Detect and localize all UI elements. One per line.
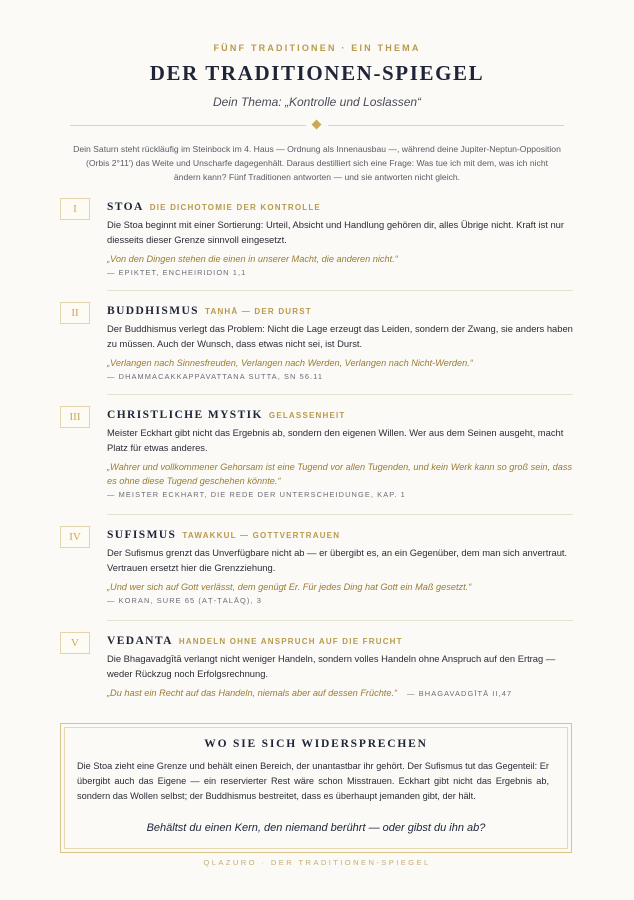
section-quote: „Von den Dingen stehen die einen in unserer Macht, die anderen nicht.“ <box>107 254 398 264</box>
footer: QLAZURO · DER TRADITIONEN-SPIEGEL <box>203 858 431 867</box>
section-name: STOA <box>107 201 144 213</box>
section-numeral: IV <box>60 526 90 548</box>
section-source: — BHAGAVADGĪTĀ II,47 <box>407 689 513 698</box>
section-heading <box>107 632 573 648</box>
contradiction-title: WO SIE SICH WIDERSPRECHEN <box>204 738 428 750</box>
page-subtitle: Dein Thema: „Kontrolle und Loslassen“ <box>212 95 422 109</box>
section-source: — KORAN, SURE 65 (AṬ-ṬALĀQ), 3 <box>107 596 262 605</box>
section-numeral: II <box>60 302 90 324</box>
section-text: Die Bhagavadgītā verlangt nicht weniger Handeln, sondern volles Handeln ohne Anspruch auf den Ertrag — weder Rückzug noch Erfolgsrechnung. <box>107 653 556 679</box>
section-subtitle: HANDELN OHNE ANSPRUCH AUF DIE FRUCHT <box>178 637 403 646</box>
section-quote: „Wahrer und vollkommener Gehorsam ist eine Tugend vor allen Tugenden, und kein Werk kann so groß sein, dass es ohne diese Tugend geschehen könnte.“ <box>107 462 573 486</box>
divider-right <box>328 125 564 126</box>
section-subtitle: DIE DICHOTOMIE DER KONTROLLE <box>149 203 321 212</box>
overline: FÜNF TRADITIONEN · EIN THEMA <box>213 43 421 53</box>
section-subtitle: GELASSENHEIT <box>268 411 346 420</box>
section-numeral: I <box>60 198 90 220</box>
contradiction-question: Behältst du einen Kern, den niemand berührt — oder gibst du ihn ab? <box>146 822 486 834</box>
section-rule <box>107 514 573 515</box>
divider-left <box>70 125 306 126</box>
section-text: Meister Eckhart gibt nicht das Ergebnis ab, sondern den eigenen Willen. Wer aus dem Seinen ausgeht, macht Platz für etwas anderes. <box>107 427 564 453</box>
section-rule <box>107 394 573 395</box>
section-name: SUFISMUS <box>107 529 177 541</box>
section-text: Die Stoa beginnt mit einer Sortierung: Urteil, Absicht und Handlung gehören dir, alles Übrige nicht. Kraft ist nur diesseits dieser Grenze sinnvoll eingesetzt. <box>107 219 565 245</box>
section-source: — MEISTER ECKHART, DIE REDE DER UNTERSCHEIDUNGE, KAP. 1 <box>107 490 406 499</box>
section-source: — EPIKTET, ENCHEIRIDION 1,1 <box>107 268 247 277</box>
section-heading <box>107 198 573 214</box>
section-rule <box>107 290 573 291</box>
section-source: — DHAMMACAKKAPPAVATTANA SUTTA, SN 56.11 <box>107 372 324 381</box>
section-rule <box>107 620 573 621</box>
diamond-ornament-icon <box>312 120 322 130</box>
section-heading <box>107 406 573 422</box>
section-name: VEDANTA <box>107 635 173 647</box>
section-quote: „Verlangen nach Sinnesfreuden, Verlangen nach Werden, Verlangen nach Nicht-Werden.“ <box>107 358 473 368</box>
section-quote-text: „Du hast ein Recht auf das Handeln, niemals aber auf dessen Früchte.“ <box>107 688 398 698</box>
section-subtitle: TAWAKKUL — GOTTVERTRAUEN <box>182 531 341 540</box>
section-numeral: V <box>60 632 90 654</box>
intro-text: Dein Saturn steht rückläufig im Steinbock im 4. Haus — Ordnung als Innenausbau —, während deine Jupiter-Neptun-Opposition (Orbis 2°11′) das Weite und Unscharfe dagegenhält. Daraus destilliert sich eine Frage: Was tue ich mit dem, was ich nicht ändern kann? Fünf Traditionen antworten — und sie antworten nicht gleich. <box>73 144 561 182</box>
section-name: BUDDHISMUS <box>107 305 199 317</box>
contradiction-box <box>60 723 572 853</box>
section-subtitle: TAṆHĀ — DER DURST <box>204 307 312 316</box>
page-title: DER TRADITIONEN-SPIEGEL <box>149 61 485 85</box>
section-name: CHRISTLICHE MYSTIK <box>107 409 263 421</box>
section-heading <box>107 302 573 318</box>
section-heading <box>107 526 573 542</box>
section-quote <box>107 686 573 701</box>
contradiction-text: Die Stoa zieht eine Grenze und behält einen Bereich, der unantastbar ihr gehört. Der Sufismus tut das Gegenteil: Er übergibt auch das Eigene — ein reservierter Rest wäre schon Misstrauen. Eckhart gibt nicht das Ergebnis ab, sondern das Wollen selbst; der Buddhismus bestreitet, dass es überhaupt jemanden gibt, der hält. <box>77 761 549 801</box>
section-text: Der Sufismus grenzt das Unverfügbare nicht ab — er übergibt es, an ein Gegenüber, dem man sich anvertraut. Vertrauen ersetzt hier die Grenzziehung. <box>107 547 568 573</box>
section-numeral: III <box>60 406 90 428</box>
section-quote: „Und wer sich auf Gott verlässt, dem genügt Er. Für jedes Ding hat Gott ein Maß gesetzt.“ <box>107 582 472 592</box>
section-text: Der Buddhismus verlegt das Problem: Nicht die Lage erzeugt das Leiden, sondern der Zwang, sie anders haben zu müssen. Auch der Wunsch, dass etwas nicht sei, ist Durst. <box>107 323 573 349</box>
